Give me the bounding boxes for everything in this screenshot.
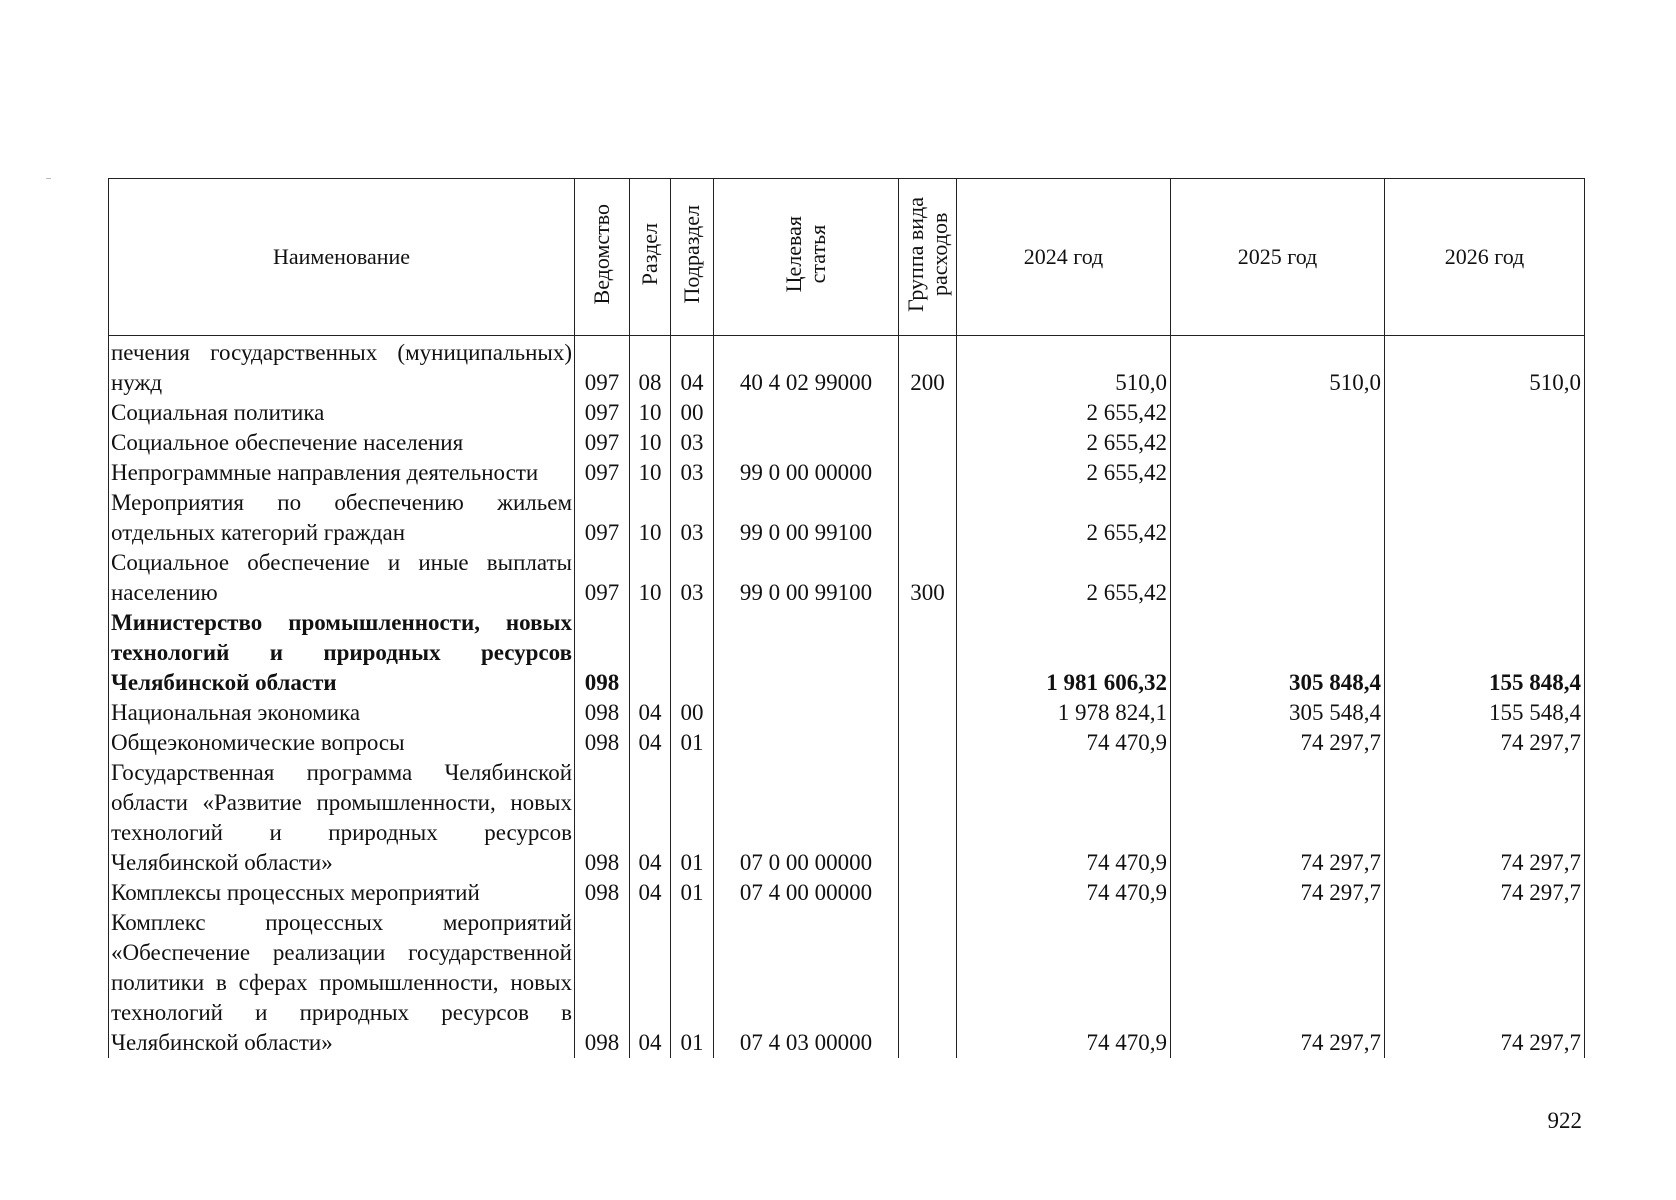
table-row — [109, 908, 1585, 1058]
table-row — [109, 878, 1585, 908]
row-amount-2024: 510,0 — [957, 336, 1171, 399]
row-podrazdel: 03 — [671, 428, 714, 458]
row-podrazdel — [671, 608, 714, 698]
row-amount-2024: 2 655,42 — [957, 548, 1171, 608]
row-vedomstvo: 098 — [575, 608, 630, 698]
row-gruppa — [899, 758, 957, 878]
row-name: Мероприятия по обеспечению жильем отдельных категорий граждан — [109, 488, 575, 548]
row-amount-2024: 74 470,9 — [957, 908, 1171, 1058]
row-amount-2025 — [1171, 458, 1385, 488]
row-razdel: 04 — [630, 908, 671, 1058]
row-name: Социальное обеспечение населения — [109, 428, 575, 458]
table-row — [109, 758, 1585, 878]
row-celevaya-statya: 99 0 00 99100 — [714, 548, 899, 608]
table-row — [109, 458, 1585, 488]
row-razdel — [630, 608, 671, 698]
row-name: Государственная программа Челябинской области «Развитие промышленности, новых технологий и природных ресурсов Челябинской области» — [109, 758, 575, 878]
row-amount-2026: 155 548,4 — [1385, 698, 1585, 728]
row-gruppa — [899, 908, 957, 1058]
row-gruppa — [899, 878, 957, 908]
row-amount-2026 — [1385, 548, 1585, 608]
row-name: Комплекс процессных мероприятий «Обеспечение реализации государственной политики в сферах промышленности, новых технологий и природных ресурсов в Челябинской области» — [109, 908, 575, 1058]
row-amount-2026: 155 848,4 — [1385, 608, 1585, 698]
row-amount-2026 — [1385, 458, 1585, 488]
row-celevaya-statya — [714, 608, 899, 698]
row-podrazdel: 01 — [671, 758, 714, 878]
row-amount-2025: 74 297,7 — [1171, 908, 1385, 1058]
page-number: 922 — [1547, 1108, 1582, 1133]
row-celevaya-statya: 07 0 00 00000 — [714, 758, 899, 878]
row-razdel: 04 — [630, 758, 671, 878]
row-name: Комплексы процессных мероприятий — [109, 878, 575, 908]
row-vedomstvo: 098 — [575, 758, 630, 878]
row-amount-2025 — [1171, 548, 1385, 608]
row-amount-2025: 74 297,7 — [1171, 728, 1385, 758]
row-celevaya-statya: 40 4 02 99000 — [714, 336, 899, 399]
row-amount-2025 — [1171, 398, 1385, 428]
row-vedomstvo: 097 — [575, 548, 630, 608]
row-amount-2024: 2 655,42 — [957, 398, 1171, 428]
row-gruppa: 300 — [899, 548, 957, 608]
table-row — [109, 548, 1585, 608]
header-celevaya-statya: Целевая статья — [781, 216, 830, 293]
header-razdel: Раздел — [637, 223, 662, 286]
row-amount-2026: 74 297,7 — [1385, 878, 1585, 908]
row-podrazdel: 03 — [671, 488, 714, 548]
row-name: Социальная политика — [109, 398, 575, 428]
row-gruppa — [899, 488, 957, 548]
table-row — [109, 608, 1585, 698]
row-podrazdel: 04 — [671, 336, 714, 399]
row-celevaya-statya — [714, 398, 899, 428]
row-razdel: 10 — [630, 398, 671, 428]
row-amount-2025: 74 297,7 — [1171, 758, 1385, 878]
row-amount-2026 — [1385, 488, 1585, 548]
row-amount-2024: 2 655,42 — [957, 428, 1171, 458]
row-razdel: 10 — [630, 458, 671, 488]
header-vedomstvo: Ведомство — [589, 204, 614, 305]
table-header-row — [109, 179, 1585, 336]
row-podrazdel: 00 — [671, 398, 714, 428]
row-amount-2024: 74 470,9 — [957, 728, 1171, 758]
row-amount-2026 — [1385, 428, 1585, 458]
header-2026: 2026 год — [1385, 179, 1585, 336]
budget-table — [108, 178, 1585, 1058]
row-podrazdel: 01 — [671, 878, 714, 908]
header-gruppa-vida-rashodov: Группа вида расходов — [902, 197, 952, 312]
table-row — [109, 698, 1585, 728]
row-gruppa — [899, 608, 957, 698]
row-razdel: 10 — [630, 548, 671, 608]
row-gruppa — [899, 698, 957, 728]
row-vedomstvo: 098 — [575, 728, 630, 758]
row-amount-2025: 305 848,4 — [1171, 608, 1385, 698]
scan-speck — [46, 178, 51, 179]
row-celevaya-statya: 07 4 00 00000 — [714, 878, 899, 908]
table-row — [109, 398, 1585, 428]
row-vedomstvo: 097 — [575, 458, 630, 488]
row-podrazdel: 00 — [671, 698, 714, 728]
table-row — [109, 488, 1585, 548]
row-gruppa — [899, 398, 957, 428]
row-gruppa — [899, 458, 957, 488]
row-amount-2024: 74 470,9 — [957, 878, 1171, 908]
row-celevaya-statya — [714, 728, 899, 758]
row-amount-2025 — [1171, 428, 1385, 458]
row-amount-2026 — [1385, 398, 1585, 428]
row-podrazdel: 01 — [671, 908, 714, 1058]
table-body — [109, 336, 1585, 1059]
row-razdel: 04 — [630, 698, 671, 728]
row-podrazdel: 01 — [671, 728, 714, 758]
row-name: Министерство промышленности, новых технологий и природных ресурсов Челябинской области — [109, 608, 575, 698]
row-amount-2024: 2 655,42 — [957, 488, 1171, 548]
row-amount-2026: 74 297,7 — [1385, 758, 1585, 878]
row-gruppa: 200 — [899, 336, 957, 399]
row-gruppa — [899, 428, 957, 458]
row-amount-2024: 1 978 824,1 — [957, 698, 1171, 728]
row-amount-2025 — [1171, 488, 1385, 548]
row-celevaya-statya: 07 4 03 00000 — [714, 908, 899, 1058]
row-razdel: 10 — [630, 488, 671, 548]
row-podrazdel: 03 — [671, 548, 714, 608]
row-name: Социальное обеспечение и иные выплаты населению — [109, 548, 575, 608]
header-podrazdel: Подраздел — [679, 205, 704, 304]
row-amount-2026: 74 297,7 — [1385, 728, 1585, 758]
row-amount-2025: 74 297,7 — [1171, 878, 1385, 908]
row-name: Непрограммные направления деятельности — [109, 458, 575, 488]
row-podrazdel: 03 — [671, 458, 714, 488]
row-gruppa — [899, 728, 957, 758]
row-vedomstvo: 097 — [575, 488, 630, 548]
row-name: Общеэкономические вопросы — [109, 728, 575, 758]
row-celevaya-statya: 99 0 00 99100 — [714, 488, 899, 548]
row-razdel: 04 — [630, 878, 671, 908]
table-row — [109, 336, 1585, 399]
row-name: Национальная экономика — [109, 698, 575, 728]
row-vedomstvo: 097 — [575, 428, 630, 458]
row-razdel: 08 — [630, 336, 671, 399]
row-amount-2025: 510,0 — [1171, 336, 1385, 399]
row-amount-2024: 74 470,9 — [957, 758, 1171, 878]
row-vedomstvo: 097 — [575, 398, 630, 428]
row-razdel: 10 — [630, 428, 671, 458]
header-name: Наименование — [109, 179, 575, 336]
row-amount-2026: 510,0 — [1385, 336, 1585, 399]
row-vedomstvo: 098 — [575, 698, 630, 728]
row-vedomstvo: 098 — [575, 878, 630, 908]
header-2025: 2025 год — [1171, 179, 1385, 336]
row-name: печения государственных (муниципальных) нужд — [109, 336, 575, 399]
row-vedomstvo: 098 — [575, 908, 630, 1058]
row-celevaya-statya — [714, 698, 899, 728]
row-razdel: 04 — [630, 728, 671, 758]
row-amount-2024: 1 981 606,32 — [957, 608, 1171, 698]
row-amount-2025: 305 548,4 — [1171, 698, 1385, 728]
row-celevaya-statya — [714, 428, 899, 458]
row-vedomstvo: 097 — [575, 336, 630, 399]
table-row — [109, 728, 1585, 758]
table-row — [109, 428, 1585, 458]
row-amount-2026: 74 297,7 — [1385, 908, 1585, 1058]
row-celevaya-statya: 99 0 00 00000 — [714, 458, 899, 488]
row-amount-2024: 2 655,42 — [957, 458, 1171, 488]
header-2024: 2024 год — [957, 179, 1171, 336]
